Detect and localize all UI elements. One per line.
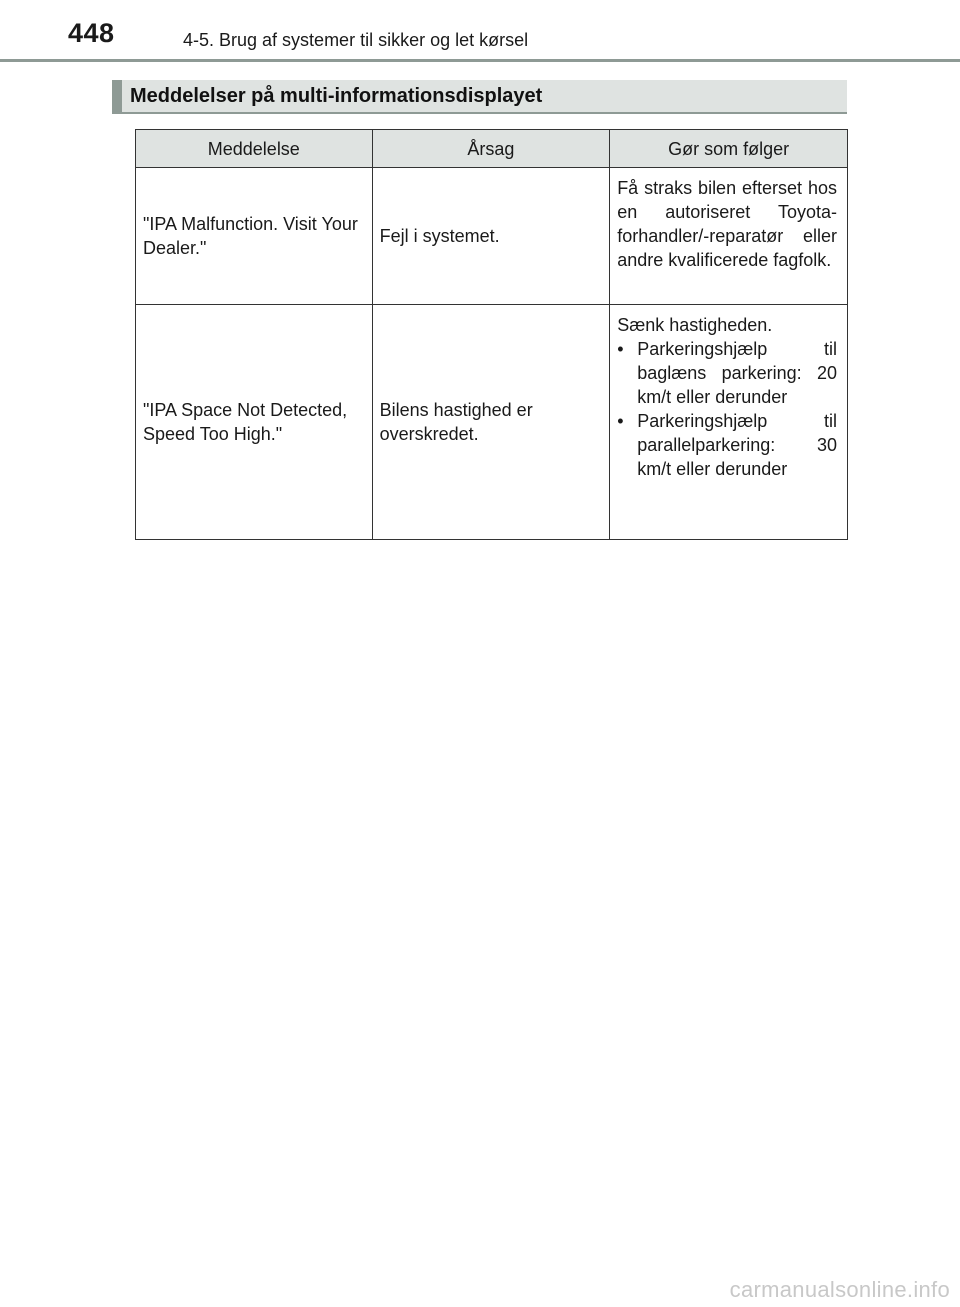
column-header-message: Meddelelse: [136, 130, 373, 168]
action-intro: Sænk hastigheden.: [617, 315, 773, 335]
table-header-row: [136, 130, 848, 168]
section-heading-text: Meddelelser på multi-informationsdisplayet: [130, 85, 543, 107]
messages-table: [135, 129, 848, 540]
watermark: carmanualsonline.info: [729, 1277, 950, 1302]
table-row: [136, 168, 848, 305]
message-cell: "IPA Space Not Detected, Speed Too High.": [136, 305, 373, 540]
section-heading: [112, 80, 847, 114]
bullet-icon: •: [617, 339, 624, 359]
header-divider: [0, 59, 960, 62]
column-header-cause: Årsag: [372, 130, 610, 168]
action-bullet: [617, 337, 837, 409]
bullet-icon: •: [617, 411, 624, 431]
page-number: 448: [68, 18, 115, 48]
cause-cell: Bilens hastighed er overskredet.: [372, 305, 610, 540]
page-header: [0, 0, 960, 62]
action-bullet: [617, 409, 837, 481]
action-bullet-text: Parkeringshjælp til parallelparkering: 30 km/t eller derunder: [637, 411, 837, 479]
action-bullet-text: Parkeringshjælp til baglæns parkering: 20 km/t eller derunder: [637, 339, 837, 407]
message-cell: "IPA Malfunction. Visit Your Dealer.": [136, 168, 373, 305]
cause-cell: Fejl i systemet.: [372, 168, 610, 305]
action-cell: Få straks bilen efterset hos en autoriseret Toyota-forhandler/-reparatør eller andre kvalificerede fagfolk.: [610, 168, 848, 305]
chapter-title: 4-5. Brug af systemer til sikker og let kørsel: [183, 30, 529, 50]
column-header-action: Gør som følger: [610, 130, 848, 168]
action-cell: [610, 305, 848, 540]
table-row: [136, 305, 848, 540]
